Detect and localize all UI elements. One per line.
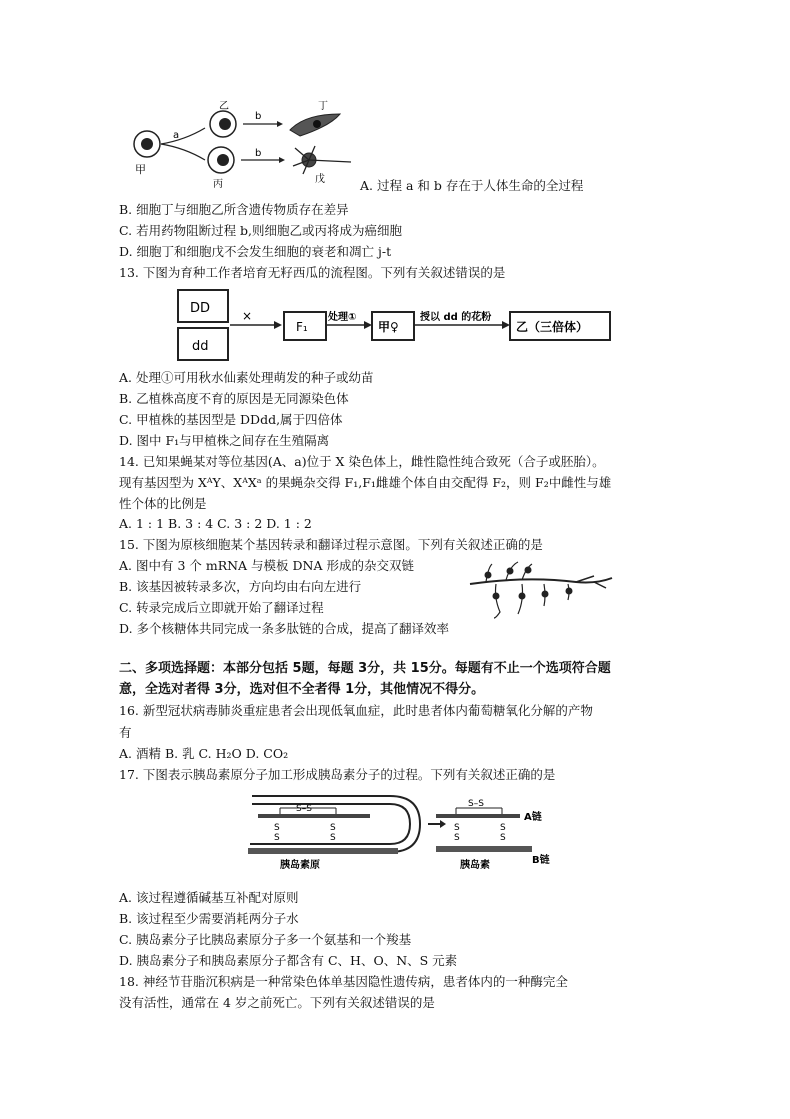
q13-stem: 13. 下图为育种工作者培育无籽西瓜的流程图。下列有关叙述错误的是 xyxy=(119,265,506,280)
q15-option-a: A. 图中有 3 个 mRNA 与模板 DNA 形成的杂交双链 xyxy=(119,558,414,573)
insulin-s-4: S xyxy=(500,833,506,843)
label-yi: 乙 xyxy=(219,101,229,112)
q14-stem-3: 性个体的比例是 xyxy=(119,496,207,511)
proinsulin-s-1: S xyxy=(274,823,280,833)
label-wu: 戊 xyxy=(315,174,325,185)
box-yi-text: 乙（三倍体） xyxy=(516,320,589,334)
q17-stem: 17. 下图表示胰岛素原分子加工形成胰岛素分子的过程。下列有关叙述正确的是 xyxy=(119,767,556,782)
q13-option-a: A. 处理①可用秋水仙素处理萌发的种子或幼苗 xyxy=(119,370,374,385)
q16-options: A. 酒精 B. 乳 C. H₂O D. CO₂ xyxy=(119,746,289,761)
label-b1: b xyxy=(255,111,262,122)
label-jia: 甲 xyxy=(135,163,146,176)
q15-option-b: B. 该基因被转录多次，方向均由右向左进行 xyxy=(119,579,362,594)
box-jia-text: 甲♀ xyxy=(378,320,399,334)
proinsulin-s-4: S xyxy=(330,833,336,843)
q17-option-d: D. 胰岛素分子和胰岛素原分子都含有 C、H、O、N、S 元素 xyxy=(119,953,458,968)
q12-option-a: A. 过程 a 和 b 存在于人体生命的全过程 xyxy=(360,178,584,193)
label-ding: 丁 xyxy=(318,101,328,112)
q13-option-c: C. 甲植株的基因型是 DDdd,属于四倍体 xyxy=(119,412,343,427)
q15-option-d: D. 多个核糖体共同完成一条多肽链的合成，提高了翻译效率 xyxy=(119,621,450,636)
proinsulin-ss-label: S–S xyxy=(296,804,312,814)
proinsulin-label: 胰岛素原 xyxy=(280,860,320,870)
q18-stem-2: 没有活性，通常在 4 岁之前死亡。下列有关叙述错误的是 xyxy=(119,995,435,1010)
cross-sign: × xyxy=(242,309,253,323)
insulin-label: 胰岛素 xyxy=(460,860,490,870)
q17-option-b: B. 该过程至少需要消耗两分子水 xyxy=(119,911,299,926)
proinsulin-s-2: S xyxy=(274,833,280,843)
a-chain-label: A链 xyxy=(524,812,542,823)
cell-bing xyxy=(208,147,234,173)
cell-differentiation-figure xyxy=(125,100,365,190)
q17-option-a: A. 该过程遵循碱基互补配对原则 xyxy=(119,890,299,905)
q12-option-d: D. 细胞丁和细胞戊不会发生细胞的衰老和凋亡 j-t xyxy=(119,244,392,259)
q12-option-b: B. 细胞丁与细胞乙所含遗传物质存在差异 xyxy=(119,202,349,217)
cell-yi xyxy=(210,111,236,137)
q16-stem-1: 16. 新型冠状病毒肺炎重症患者会出现低氧血症，此时患者体内葡萄糖氧化分解的产物 xyxy=(119,703,593,718)
q13-option-d: D. 图中 F₁与甲植株之间存在生殖隔离 xyxy=(119,433,330,448)
q14-stem-2: 现有基因型为 XᴬY、XᴬXᵃ 的果蝇杂交得 F₁,F₁雌雄个体自由交配得 F₂，则 F₂中雌性与雄 xyxy=(119,475,612,490)
section2-heading-2: 意，全选对者得 3分，选对但不全者得 1分，其他情况不得分。 xyxy=(119,682,485,697)
proinsulin-s-3: S xyxy=(330,823,336,833)
q12-option-c: C. 若用药物阻断过程 b,则细胞乙或丙将成为癌细胞 xyxy=(119,223,403,238)
step1-label: 处理① xyxy=(328,312,357,323)
cell-ding xyxy=(290,114,340,136)
q15-option-c: C. 转录完成后立即就开始了翻译过程 xyxy=(119,600,324,615)
insulin-s-2: S xyxy=(454,833,460,843)
q16-stem-2: 有 xyxy=(119,725,132,740)
q14-options: A. 1 : 1 B. 3 : 4 C. 3 : 2 D. 1 : 2 xyxy=(119,516,312,531)
insulin-processing-figure xyxy=(240,788,550,870)
box-dd-lower-text: dd xyxy=(192,339,209,354)
box-dd-upper-text: DD xyxy=(190,301,211,316)
b-chain-label: B链 xyxy=(532,855,550,866)
q18-stem-1: 18. 神经节苷脂沉积病是一种常染色体单基因隐性遗传病，患者体内的一种酶完全 xyxy=(119,974,568,989)
insulin-s-3: S xyxy=(500,823,506,833)
cell-wu xyxy=(293,146,351,174)
transcription-translation-figure xyxy=(466,558,616,622)
insulin-s-1: S xyxy=(454,823,460,833)
step2-label: 授以 dd 的花粉 xyxy=(420,312,492,323)
label-bing: 丙 xyxy=(213,179,223,190)
box-f1-text: F₁ xyxy=(296,320,308,334)
seedless-watermelon-flowchart xyxy=(176,288,616,364)
q15-stem: 15. 下图为原核细胞某个基因转录和翻译过程示意图。下列有关叙述正确的是 xyxy=(119,537,543,552)
cell-jia xyxy=(134,131,160,157)
insulin-ss-label: S–S xyxy=(468,799,484,809)
q17-option-c: C. 胰岛素分子比胰岛素原分子多一个氨基和一个羧基 xyxy=(119,932,412,947)
label-a: a xyxy=(173,130,180,141)
section2-heading-1: 二、多项选择题：本部分包括 5题，每题 3分，共 15分。每题有不止一个选项符合题 xyxy=(119,661,611,676)
q13-option-b: B. 乙植株高度不育的原因是无同源染色体 xyxy=(119,391,349,406)
q14-stem-1: 14. 已知果蝇某对等位基因(A、a)位于 X 染色体上，雌性隐性纯合致死（合子或胚胎）。 xyxy=(119,454,605,469)
label-b2: b xyxy=(255,148,262,159)
